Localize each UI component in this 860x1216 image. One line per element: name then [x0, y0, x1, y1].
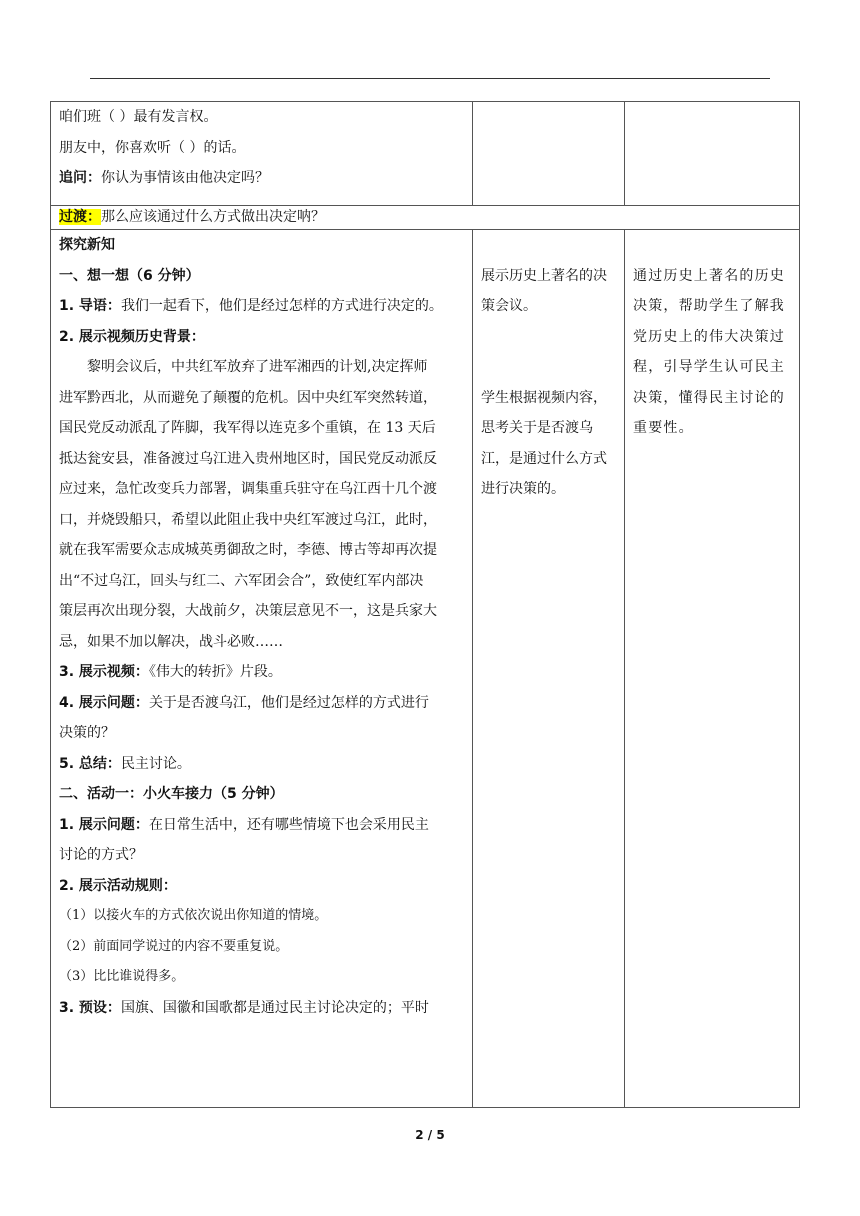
student-text-line: 思考关于是否渡乌 [481, 420, 593, 436]
activity-step1-text: 在日常生活中，还有哪些情境下也会采用民主 [148, 816, 429, 833]
transition-cell [51, 206, 800, 230]
activity-step3-label: 3. 预设： [59, 999, 121, 1016]
transition-label: 过渡： [59, 209, 101, 225]
story-line: 国民党反动派乱了阵脚，我军得以连克多个重镇，在 13 天后 [59, 420, 436, 436]
part1-title: 一、想一想（6 分钟） [59, 267, 200, 284]
student-text-line: 进行决策的。 [481, 481, 565, 497]
intro-cell [51, 102, 473, 206]
step1 [59, 291, 464, 322]
story-line: 黎明会议后，中共红军放弃了进军湘西的计划,决定挥师 [87, 359, 428, 375]
activity-step1-label: 1. 展示问题： [59, 816, 149, 833]
story-line: 忌，如果不加以解决，战斗必败…… [59, 633, 283, 650]
rule-item: （3）比比谁说得多。 [59, 969, 185, 984]
lesson-plan-table [50, 101, 800, 1108]
activity-step2-label: 2. 展示活动规则： [59, 877, 177, 894]
step5 [59, 749, 464, 780]
story-line: 进军黔西北，从而避免了颠覆的危机。因中央红军突然转道， [59, 389, 437, 406]
step4-text: 关于是否渡乌江，他们是经过怎样的方式进行 [148, 694, 429, 711]
page-number: 2 / 5 [415, 1128, 445, 1142]
part2-title: 二、活动一：小火车接力（5 分钟） [59, 786, 284, 802]
activity-step3 [59, 993, 464, 1024]
intent-line: 通过历史上著名的历史 [633, 267, 785, 284]
rule-item: （1）以接火车的方式依次说出你知道的情境。 [59, 908, 328, 923]
step3-label: 3. 展示视频： [59, 664, 149, 680]
intro-student-cell [473, 102, 625, 206]
header-rule [90, 78, 770, 79]
story-line: 出“不过乌江，回头与红二、六军团会合”，致使红军内部决 [59, 572, 424, 589]
intent-line: 决策，懂得民主讨论的 [633, 389, 785, 406]
story-line: 抵达瓮安县，准备渡过乌江进入贵州地区时，国民党反动派反 [59, 450, 437, 467]
activity-step1 [59, 810, 464, 841]
intro-line-2: 朋友中，你喜欢听（ ）的话。 [59, 139, 246, 156]
step1-label: 1. 导语： [59, 298, 121, 314]
table-row-main [51, 230, 800, 1108]
student-text-line: 策会议。 [481, 298, 537, 314]
table-row-intro [51, 102, 800, 206]
intro-intent-cell [625, 102, 800, 206]
student-text-line: 江，是通过什么方式 [481, 450, 607, 467]
story-line: 应过来，急忙改变兵力部署，调集重兵驻守在乌江西十几个渡 [59, 481, 437, 497]
step4 [59, 688, 464, 719]
student-activity-cell [473, 230, 625, 1108]
follow-up-text: 你认为事情该由他决定吗？ [101, 170, 269, 186]
intent-line: 重要性。 [633, 420, 694, 436]
step5-text: 民主讨论。 [120, 755, 191, 772]
transition-text: 那么应该通过什么方式做出决定呐？ [101, 209, 325, 225]
story-line: 策层再次出现分裂，大战前夕，决策层意见不一，这是兵家大 [59, 603, 437, 619]
student-text-line: 学生根据视频内容， [481, 389, 607, 406]
follow-up-label: 追问： [59, 170, 101, 186]
student-text-line: 展示历史上著名的决 [481, 267, 607, 284]
rule-item: （2）前面同学说过的内容不要重复说。 [59, 938, 289, 954]
section-title: 探究新知 [59, 237, 115, 253]
intent-line: 党历史上的伟大决策过 [633, 328, 785, 345]
step1-text: 我们一起看下，他们是经过怎样的方式进行决定的。 [120, 298, 443, 314]
teacher-activity-cell [51, 230, 473, 1108]
step3-text: 《伟大的转折》片段。 [148, 664, 282, 680]
intent-line: 决策，帮助学生了解我 [633, 298, 785, 314]
design-intent-cell [625, 230, 800, 1108]
intro-line-3 [59, 163, 464, 194]
activity-step1-cont: 讨论的方式？ [59, 847, 143, 863]
story-line: 就在我军需要众志成城英勇御敌之时，李德、博古等却再次提 [59, 542, 437, 558]
step2-label: 2. 展示视频历史背景： [59, 328, 205, 345]
activity-step3-text: 国旗、国徽和国歌都是通过民主讨论决定的；平时 [120, 999, 429, 1016]
step3 [59, 657, 464, 688]
intent-line: 程，引导学生认可民主 [633, 359, 785, 375]
step4-label: 4. 展示问题： [59, 694, 149, 711]
intro-line-1: 咱们班（ ）最有发言权。 [59, 109, 218, 125]
table-row-transition [51, 206, 800, 230]
step5-label: 5. 总结： [59, 755, 121, 772]
story-line: 口，并烧毁船只，希望以此阻止我中央红军渡过乌江，此时， [59, 511, 437, 528]
step4-cont: 决策的？ [59, 725, 115, 741]
